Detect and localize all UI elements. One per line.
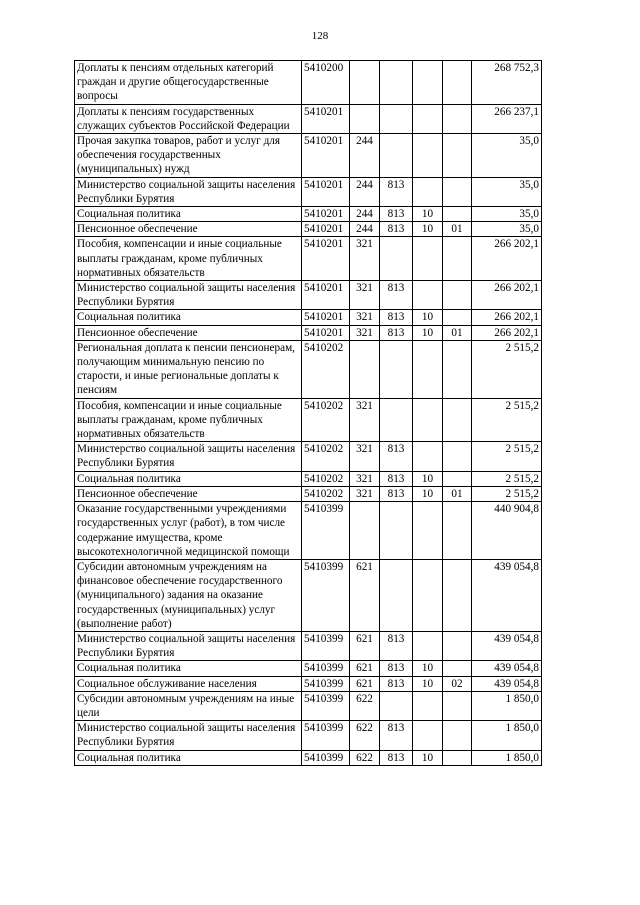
section-code-cell [413, 691, 443, 720]
section-code-cell [413, 281, 443, 310]
ministry-code-cell [380, 340, 413, 398]
row-name-cell: Министерство социальной защиты населения Республики Бурятия [75, 631, 302, 660]
ministry-code-cell: 813 [380, 442, 413, 471]
target-article-code-cell: 5410200 [302, 61, 350, 105]
subsection-code-cell [443, 310, 472, 325]
row-name-cell: Министерство социальной защиты населения Республики Бурятия [75, 177, 302, 206]
subsection-code-cell [443, 721, 472, 750]
row-name-cell: Министерство социальной защиты населения Республики Бурятия [75, 442, 302, 471]
amount-cell: 266 202,1 [472, 237, 542, 281]
amount-cell: 439 054,8 [472, 676, 542, 691]
table-row [75, 207, 542, 222]
expense-type-code-cell: 621 [350, 676, 380, 691]
ministry-code-cell: 813 [380, 222, 413, 237]
row-name-cell: Социальная политика [75, 750, 302, 765]
target-article-code-cell: 5410202 [302, 340, 350, 398]
target-article-code-cell: 5410399 [302, 676, 350, 691]
subsection-code-cell [443, 134, 472, 178]
expense-type-code-cell: 321 [350, 310, 380, 325]
row-name-cell: Оказание государственными учреждениями государственных услуг (работ), в том числе содержание имущества, кроме высокотехнологичной медицинской помощи [75, 502, 302, 560]
subsection-code-cell [443, 281, 472, 310]
target-article-code-cell: 5410201 [302, 134, 350, 178]
target-article-code-cell: 5410399 [302, 631, 350, 660]
row-name-cell: Субсидии автономным учреждениям на финансовое обеспечение государственного (муниципального) задания на оказание государственных (муниципальных) услуг (выполнение работ) [75, 559, 302, 631]
amount-cell: 1 850,0 [472, 691, 542, 720]
target-article-code-cell: 5410201 [302, 207, 350, 222]
ministry-code-cell: 813 [380, 676, 413, 691]
subsection-code-cell: 02 [443, 676, 472, 691]
target-article-code-cell: 5410399 [302, 559, 350, 631]
target-article-code-cell: 5410202 [302, 442, 350, 471]
section-code-cell: 10 [413, 207, 443, 222]
subsection-code-cell: 01 [443, 222, 472, 237]
ministry-code-cell [380, 559, 413, 631]
amount-cell: 1 850,0 [472, 721, 542, 750]
subsection-code-cell [443, 631, 472, 660]
amount-cell: 2 515,2 [472, 340, 542, 398]
section-code-cell [413, 104, 443, 133]
row-name-cell: Социальное обслуживание населения [75, 676, 302, 691]
expense-type-code-cell: 321 [350, 442, 380, 471]
row-name-cell: Пенсионное обеспечение [75, 222, 302, 237]
target-article-code-cell: 5410202 [302, 486, 350, 501]
expense-type-code-cell: 321 [350, 398, 380, 442]
subsection-code-cell [443, 237, 472, 281]
expense-type-code-cell: 621 [350, 559, 380, 631]
table-row [75, 61, 542, 105]
target-article-code-cell: 5410399 [302, 750, 350, 765]
subsection-code-cell [443, 340, 472, 398]
expense-type-code-cell: 321 [350, 281, 380, 310]
row-name-cell: Социальная политика [75, 661, 302, 676]
table-row [75, 325, 542, 340]
expense-type-code-cell: 621 [350, 631, 380, 660]
ministry-code-cell: 813 [380, 310, 413, 325]
table-row [75, 281, 542, 310]
section-code-cell: 10 [413, 222, 443, 237]
ministry-code-cell [380, 398, 413, 442]
target-article-code-cell: 5410201 [302, 237, 350, 281]
amount-cell: 35,0 [472, 222, 542, 237]
target-article-code-cell: 5410202 [302, 471, 350, 486]
row-name-cell: Министерство социальной защиты населения Республики Бурятия [75, 721, 302, 750]
budget-table-body [75, 61, 542, 766]
row-name-cell: Прочая закупка товаров, работ и услуг для обеспечения государственных (муниципальных) нужд [75, 134, 302, 178]
target-article-code-cell: 5410201 [302, 325, 350, 340]
table-row [75, 442, 542, 471]
ministry-code-cell: 813 [380, 631, 413, 660]
section-code-cell [413, 721, 443, 750]
expense-type-code-cell: 244 [350, 222, 380, 237]
table-row [75, 676, 542, 691]
budget-table [74, 60, 542, 766]
expense-type-code-cell: 321 [350, 486, 380, 501]
amount-cell: 35,0 [472, 207, 542, 222]
ministry-code-cell: 813 [380, 486, 413, 501]
expense-type-code-cell [350, 502, 380, 560]
amount-cell: 266 202,1 [472, 310, 542, 325]
amount-cell: 268 752,3 [472, 61, 542, 105]
amount-cell: 35,0 [472, 177, 542, 206]
section-code-cell [413, 631, 443, 660]
expense-type-code-cell: 622 [350, 721, 380, 750]
subsection-code-cell [443, 207, 472, 222]
expense-type-code-cell: 622 [350, 750, 380, 765]
table-row [75, 104, 542, 133]
target-article-code-cell: 5410201 [302, 281, 350, 310]
expense-type-code-cell [350, 61, 380, 105]
subsection-code-cell [443, 104, 472, 133]
row-name-cell: Региональная доплата к пенсии пенсионерам, получающим минимальную пенсию по старости, и иные региональные доплаты к пенсиям [75, 340, 302, 398]
table-row [75, 471, 542, 486]
target-article-code-cell: 5410201 [302, 310, 350, 325]
amount-cell: 35,0 [472, 134, 542, 178]
page-number: 128 [311, 30, 329, 42]
amount-cell: 2 515,2 [472, 471, 542, 486]
row-name-cell: Доплаты к пенсиям государственных служащих субъектов Российской Федерации [75, 104, 302, 133]
ministry-code-cell [380, 691, 413, 720]
subsection-code-cell [443, 691, 472, 720]
subsection-code-cell [443, 177, 472, 206]
subsection-code-cell [443, 559, 472, 631]
row-name-cell: Социальная политика [75, 207, 302, 222]
row-name-cell: Доплаты к пенсиям отдельных категорий граждан и другие общегосударственные вопросы [75, 61, 302, 105]
row-name-cell: Социальная политика [75, 310, 302, 325]
table-row [75, 222, 542, 237]
subsection-code-cell [443, 471, 472, 486]
amount-cell: 1 850,0 [472, 750, 542, 765]
amount-cell: 266 202,1 [472, 281, 542, 310]
section-code-cell: 10 [413, 750, 443, 765]
amount-cell: 2 515,2 [472, 398, 542, 442]
target-article-code-cell: 5410201 [302, 177, 350, 206]
section-code-cell [413, 61, 443, 105]
table-row [75, 750, 542, 765]
subsection-code-cell [443, 442, 472, 471]
table-row [75, 134, 542, 178]
expense-type-code-cell: 244 [350, 177, 380, 206]
row-name-cell: Пособия, компенсации и иные социальные выплаты гражданам, кроме публичных нормативных обязательств [75, 237, 302, 281]
subsection-code-cell: 01 [443, 325, 472, 340]
ministry-code-cell [380, 134, 413, 178]
expense-type-code-cell: 244 [350, 134, 380, 178]
ministry-code-cell [380, 502, 413, 560]
section-code-cell [413, 237, 443, 281]
target-article-code-cell: 5410399 [302, 691, 350, 720]
target-article-code-cell: 5410399 [302, 721, 350, 750]
expense-type-code-cell [350, 104, 380, 133]
expense-type-code-cell [350, 340, 380, 398]
table-row [75, 237, 542, 281]
section-code-cell [413, 134, 443, 178]
section-code-cell [413, 398, 443, 442]
row-name-cell: Субсидии автономным учреждениям на иные цели [75, 691, 302, 720]
row-name-cell: Пенсионное обеспечение [75, 325, 302, 340]
table-row [75, 721, 542, 750]
expense-type-code-cell: 621 [350, 661, 380, 676]
ministry-code-cell: 813 [380, 750, 413, 765]
section-code-cell: 10 [413, 676, 443, 691]
amount-cell: 439 054,8 [472, 559, 542, 631]
row-name-cell: Социальная политика [75, 471, 302, 486]
expense-type-code-cell: 622 [350, 691, 380, 720]
ministry-code-cell: 813 [380, 207, 413, 222]
ministry-code-cell: 813 [380, 325, 413, 340]
table-row [75, 310, 542, 325]
subsection-code-cell [443, 61, 472, 105]
table-row [75, 177, 542, 206]
section-code-cell [413, 442, 443, 471]
amount-cell: 439 054,8 [472, 631, 542, 660]
amount-cell: 440 904,8 [472, 502, 542, 560]
section-code-cell [413, 340, 443, 398]
amount-cell: 439 054,8 [472, 661, 542, 676]
ministry-code-cell [380, 237, 413, 281]
subsection-code-cell: 01 [443, 486, 472, 501]
expense-type-code-cell: 321 [350, 325, 380, 340]
ministry-code-cell: 813 [380, 177, 413, 206]
section-code-cell: 10 [413, 486, 443, 501]
table-row [75, 691, 542, 720]
table-row [75, 631, 542, 660]
ministry-code-cell [380, 61, 413, 105]
table-row [75, 398, 542, 442]
expense-type-code-cell: 321 [350, 237, 380, 281]
ministry-code-cell: 813 [380, 721, 413, 750]
expense-type-code-cell: 321 [350, 471, 380, 486]
amount-cell: 2 515,2 [472, 442, 542, 471]
target-article-code-cell: 5410201 [302, 222, 350, 237]
amount-cell: 266 237,1 [472, 104, 542, 133]
section-code-cell [413, 559, 443, 631]
target-article-code-cell: 5410399 [302, 661, 350, 676]
row-name-cell: Пенсионное обеспечение [75, 486, 302, 501]
ministry-code-cell: 813 [380, 661, 413, 676]
subsection-code-cell [443, 750, 472, 765]
subsection-code-cell [443, 661, 472, 676]
target-article-code-cell: 5410201 [302, 104, 350, 133]
ministry-code-cell: 813 [380, 471, 413, 486]
amount-cell: 266 202,1 [472, 325, 542, 340]
table-row [75, 661, 542, 676]
section-code-cell: 10 [413, 661, 443, 676]
table-row [75, 340, 542, 398]
section-code-cell [413, 502, 443, 560]
amount-cell: 2 515,2 [472, 486, 542, 501]
target-article-code-cell: 5410399 [302, 502, 350, 560]
table-row [75, 502, 542, 560]
section-code-cell: 10 [413, 310, 443, 325]
table-row [75, 559, 542, 631]
ministry-code-cell [380, 104, 413, 133]
subsection-code-cell [443, 502, 472, 560]
row-name-cell: Пособия, компенсации и иные социальные выплаты гражданам, кроме публичных нормативных обязательств [75, 398, 302, 442]
ministry-code-cell: 813 [380, 281, 413, 310]
section-code-cell: 10 [413, 325, 443, 340]
section-code-cell [413, 177, 443, 206]
expense-type-code-cell: 244 [350, 207, 380, 222]
table-row [75, 486, 542, 501]
target-article-code-cell: 5410202 [302, 398, 350, 442]
section-code-cell: 10 [413, 471, 443, 486]
subsection-code-cell [443, 398, 472, 442]
row-name-cell: Министерство социальной защиты населения Республики Бурятия [75, 281, 302, 310]
